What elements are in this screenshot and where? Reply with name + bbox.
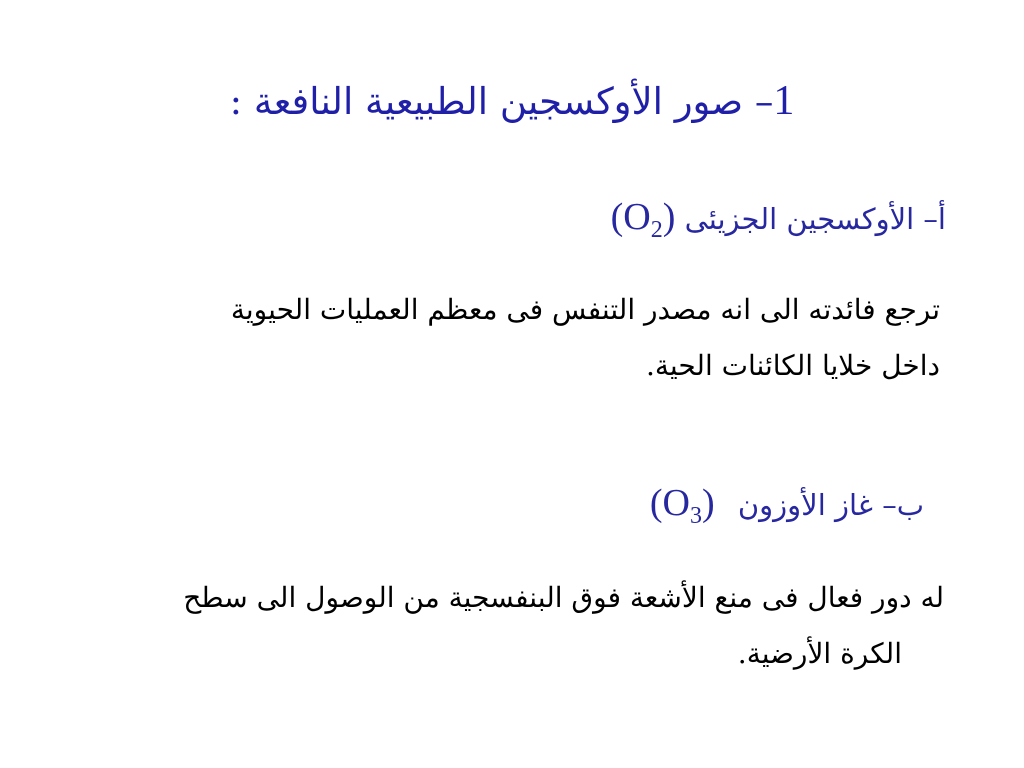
section-a-body-line-2: داخل خلايا الكائنات الحية. [646, 349, 940, 382]
section-b-body [84, 570, 944, 682]
o2-formula-close: ) [662, 196, 676, 238]
section-a-body-line-1: ترجع فائدته الى انه مصدر التنفس فى معظم العمليات الحيوية [230, 293, 940, 326]
o2-formula-subscript: 2 [650, 217, 663, 243]
o2-formula-open: (O [610, 196, 651, 238]
section-a-heading-text: أ– الأوكسجين الجزيئى [684, 202, 946, 236]
section-a-body [120, 282, 940, 394]
section-b-heading [650, 478, 924, 541]
o3-formula-open: (O [649, 482, 690, 524]
title-number: 1 [773, 78, 795, 124]
section-b-heading-text: ب– غاز الأوزون [737, 488, 924, 522]
section-a-heading [611, 192, 946, 255]
o3-formula-subscript: 3 [689, 503, 702, 529]
title-text: – صور الأوكسجين الطبيعية النافعة : [229, 80, 774, 123]
slide-title [150, 66, 874, 137]
o3-formula-close: ) [701, 482, 715, 524]
o3-formula [650, 478, 715, 541]
section-b-body-line-1: له دور فعال فى منع الأشعة فوق البنفسجية من الوصول الى سطح [183, 581, 944, 614]
section-b-body-line-2: الكرة الأرضية. [737, 637, 902, 670]
o2-formula [611, 192, 676, 255]
